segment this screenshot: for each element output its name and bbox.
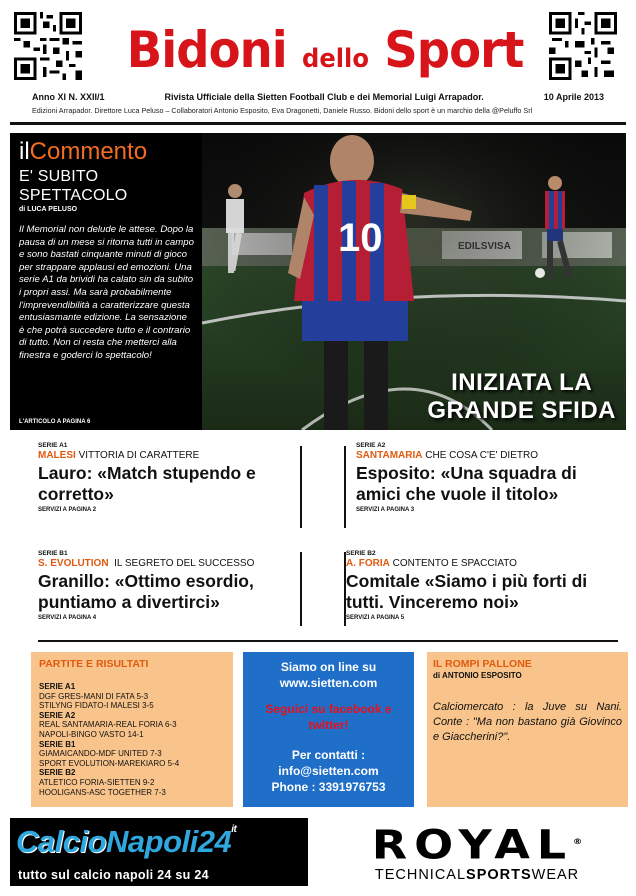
qr-code-right-icon [549, 12, 617, 80]
article-subhead-text: IL SEGRETO DEL SUCCESSO [114, 558, 255, 569]
result-item: REAL SANTAMARIA-REAL FORIA 6-3 [39, 720, 177, 730]
online-box [243, 652, 414, 807]
online-label: Siamo on line su [280, 660, 377, 674]
contact-phone[interactable]: Phone : 3391976753 [271, 780, 386, 794]
commento-headline [19, 167, 202, 205]
ad-royal-tag-sports: SPORTS [466, 867, 532, 884]
article-series: SERIE B2 [346, 550, 376, 557]
article-divider-vertical [300, 446, 302, 528]
hero-caption-line2: GRANDE SFIDA [427, 397, 616, 424]
article-subhead [38, 558, 308, 570]
commento-label [19, 139, 202, 165]
ad-royal-tagline [328, 867, 626, 883]
article-title: Granillo: «Ottimo esordio, puntiamo a divertirci» [38, 571, 254, 612]
commento-label-il: il [19, 138, 30, 165]
masthead [112, 14, 532, 86]
masthead-word-sport: Sport [384, 21, 524, 79]
article-subhead [38, 450, 300, 462]
rompi-body: Calciomercato : la Juve su Nani. Conte : "Ma non bastano già Giovinco e Giaccherini?". [433, 701, 622, 743]
ad-brand-word-napoli24: Napoli24 [106, 824, 232, 859]
results-group-label: SERIE A1 [39, 682, 76, 691]
results-box [31, 652, 233, 807]
issue-date: 10 Aprile 2013 [543, 92, 604, 102]
article-subhead [346, 558, 626, 570]
commento-column [10, 133, 202, 430]
article-subhead-text: CHE COSA C'E' DIETRO [425, 450, 538, 461]
result-item: HOOLIGANS-ASC TOGETHER 7-3 [39, 787, 166, 797]
qr-code-left-icon [14, 12, 82, 80]
article-team: A. FORIA [346, 558, 390, 569]
results-group-label: SERIE B2 [39, 768, 76, 778]
results-group-label: SERIE B1 [39, 739, 76, 749]
publication-description: Rivista Ufficiale della Sietten Football Club e dei Memorial Luigi Arrapador. [164, 92, 484, 102]
article-subhead-text: VITTORIA DI CARATTERE [78, 450, 200, 461]
article-team: SANTAMARIA [356, 450, 423, 461]
results-list [39, 682, 225, 797]
hero-caption-line1: INIZIATA LA [451, 369, 593, 396]
rompi-title: IL ROMPI PALLONE [433, 658, 532, 670]
social-callout[interactable] [249, 701, 408, 733]
website-link[interactable]: www.sietten.com [279, 676, 378, 690]
issue-info-line [32, 92, 604, 102]
result-item: STILYNG FIDATO-I MALESI 3-5 [39, 701, 154, 711]
hero-section [10, 133, 626, 430]
ad-royal-tag-wear: WEAR [531, 867, 580, 884]
results-group-label: SERIE A2 [39, 710, 76, 720]
commento-byline: di LUCA PELUSO [19, 206, 78, 213]
social-callout-line1: Seguici su facebook e [265, 702, 392, 716]
masthead-word-dello: dello [302, 44, 369, 74]
article-serie-b1[interactable] [38, 550, 308, 621]
result-item: ATLETICO FORIA-SIETTEN 9-2 [39, 777, 155, 787]
article-page-ref: SERVIZI A PAGINA 3 [356, 507, 415, 513]
hero-caption [427, 369, 616, 425]
commento-footer[interactable]: L'ARTICOLO A PAGINA 6 [19, 419, 91, 425]
article-subhead-text: CONTENTO E SPACCIATO [392, 558, 517, 569]
ad-calcionapoli24[interactable] [10, 818, 308, 886]
ad-calcionapoli24-tagline: tutto sul calcio napoli 24 su 24 [18, 868, 209, 882]
commento-headline-line2: SPETTACOLO [19, 187, 128, 204]
issue-number: Anno XI N. XXII/1 [32, 92, 105, 102]
article-page-ref: SERVIZI A PAGINA 2 [38, 507, 97, 513]
result-item: DGF GRES-MANI DI FATA 5-3 [39, 691, 149, 701]
article-page-ref: SERVIZI A PAGINA 5 [346, 615, 405, 621]
rompi-byline: di ANTONIO ESPOSITO [433, 671, 522, 680]
contact-label: Per contatti : [291, 748, 366, 762]
article-serie-b2[interactable] [346, 550, 626, 621]
hero-photo [202, 133, 626, 430]
social-callout-line2: twitter! [308, 718, 349, 732]
article-serie-a1[interactable] [38, 442, 300, 513]
section-divider [38, 640, 618, 642]
article-divider-vertical [344, 552, 346, 626]
article-serie-a2[interactable] [356, 442, 626, 513]
result-item: NAPOLI-BINGO VASTO 14-1 [39, 729, 144, 739]
article-title: Lauro: «Match stupendo e corretto» [38, 463, 256, 504]
article-series: SERIE A1 [38, 442, 68, 449]
ad-royal-logo [306, 820, 636, 867]
article-divider-vertical [344, 446, 346, 528]
article-subhead [356, 450, 626, 462]
ad-calcionapoli24-logo [16, 824, 236, 860]
result-item: SPORT EVOLUTION-MAREKIARO 5-4 [39, 758, 180, 768]
jersey-number: 10 [338, 216, 383, 260]
contact-email[interactable]: info@sietten.com [278, 764, 379, 778]
result-item: GIAMAICANDO-MDF UNITED 7-3 [39, 749, 162, 759]
ad-royal[interactable] [328, 820, 626, 886]
commento-label-word: Commento [29, 138, 148, 165]
results-title: PARTITE E RISULTATI [39, 658, 149, 670]
ad-royal-registered-mark: ® [573, 837, 583, 846]
ad-royal-tag-technical: TECHNICAL [374, 867, 467, 884]
masthead-title [126, 14, 524, 95]
credits-line: Edizioni Arrapador. Direttore Luca Peluso – Collaboratori Antonio Esposito, Eva Dragonetti, Daniele Russo. Bidoni dello sport è un marchio della @Peluffo Srl [32, 106, 533, 115]
article-title: Comitale «Siamo i più forti di tutti. Vinceremo noi» [346, 571, 588, 612]
rompi-pallone-box [427, 652, 628, 807]
commento-body: Il Memorial non delude le attese. Dopo la pausa di un mese si ritorna tutti in campo e sono bastati cinquante minuti di gioco per strappare applausi ed emozioni. Una serie A1 da brividi ha calato sin da subito i propri assi. Ma sarà probabilmente l'imprevendibilità a caratterizzare questa entusiasmante edizione. La sensazione è che potrà succedere tutto e il contrario di tutto. Non ci resta che metterci alla finestra e goderci lo spettacolo! [19, 224, 194, 361]
article-title: Esposito: «Una squadra di amici che vuole il titolo» [356, 463, 577, 504]
article-divider-vertical [300, 552, 302, 626]
article-series: SERIE A2 [356, 442, 386, 449]
article-team: S. EVOLUTION [38, 558, 109, 569]
commento-headline-line1: E' SUBITO [19, 168, 99, 185]
article-team: MALESI [38, 450, 76, 461]
header-divider [10, 122, 626, 125]
article-series: SERIE B1 [38, 550, 68, 557]
ad-brand-suffix: it [231, 824, 237, 835]
masthead-word-bidoni: Bidoni [126, 21, 287, 79]
article-page-ref: SERVIZI A PAGINA 4 [38, 615, 97, 621]
ad-royal-word: ROYAL [371, 822, 574, 869]
ad-brand-word-calcio: Calcio [16, 824, 107, 859]
